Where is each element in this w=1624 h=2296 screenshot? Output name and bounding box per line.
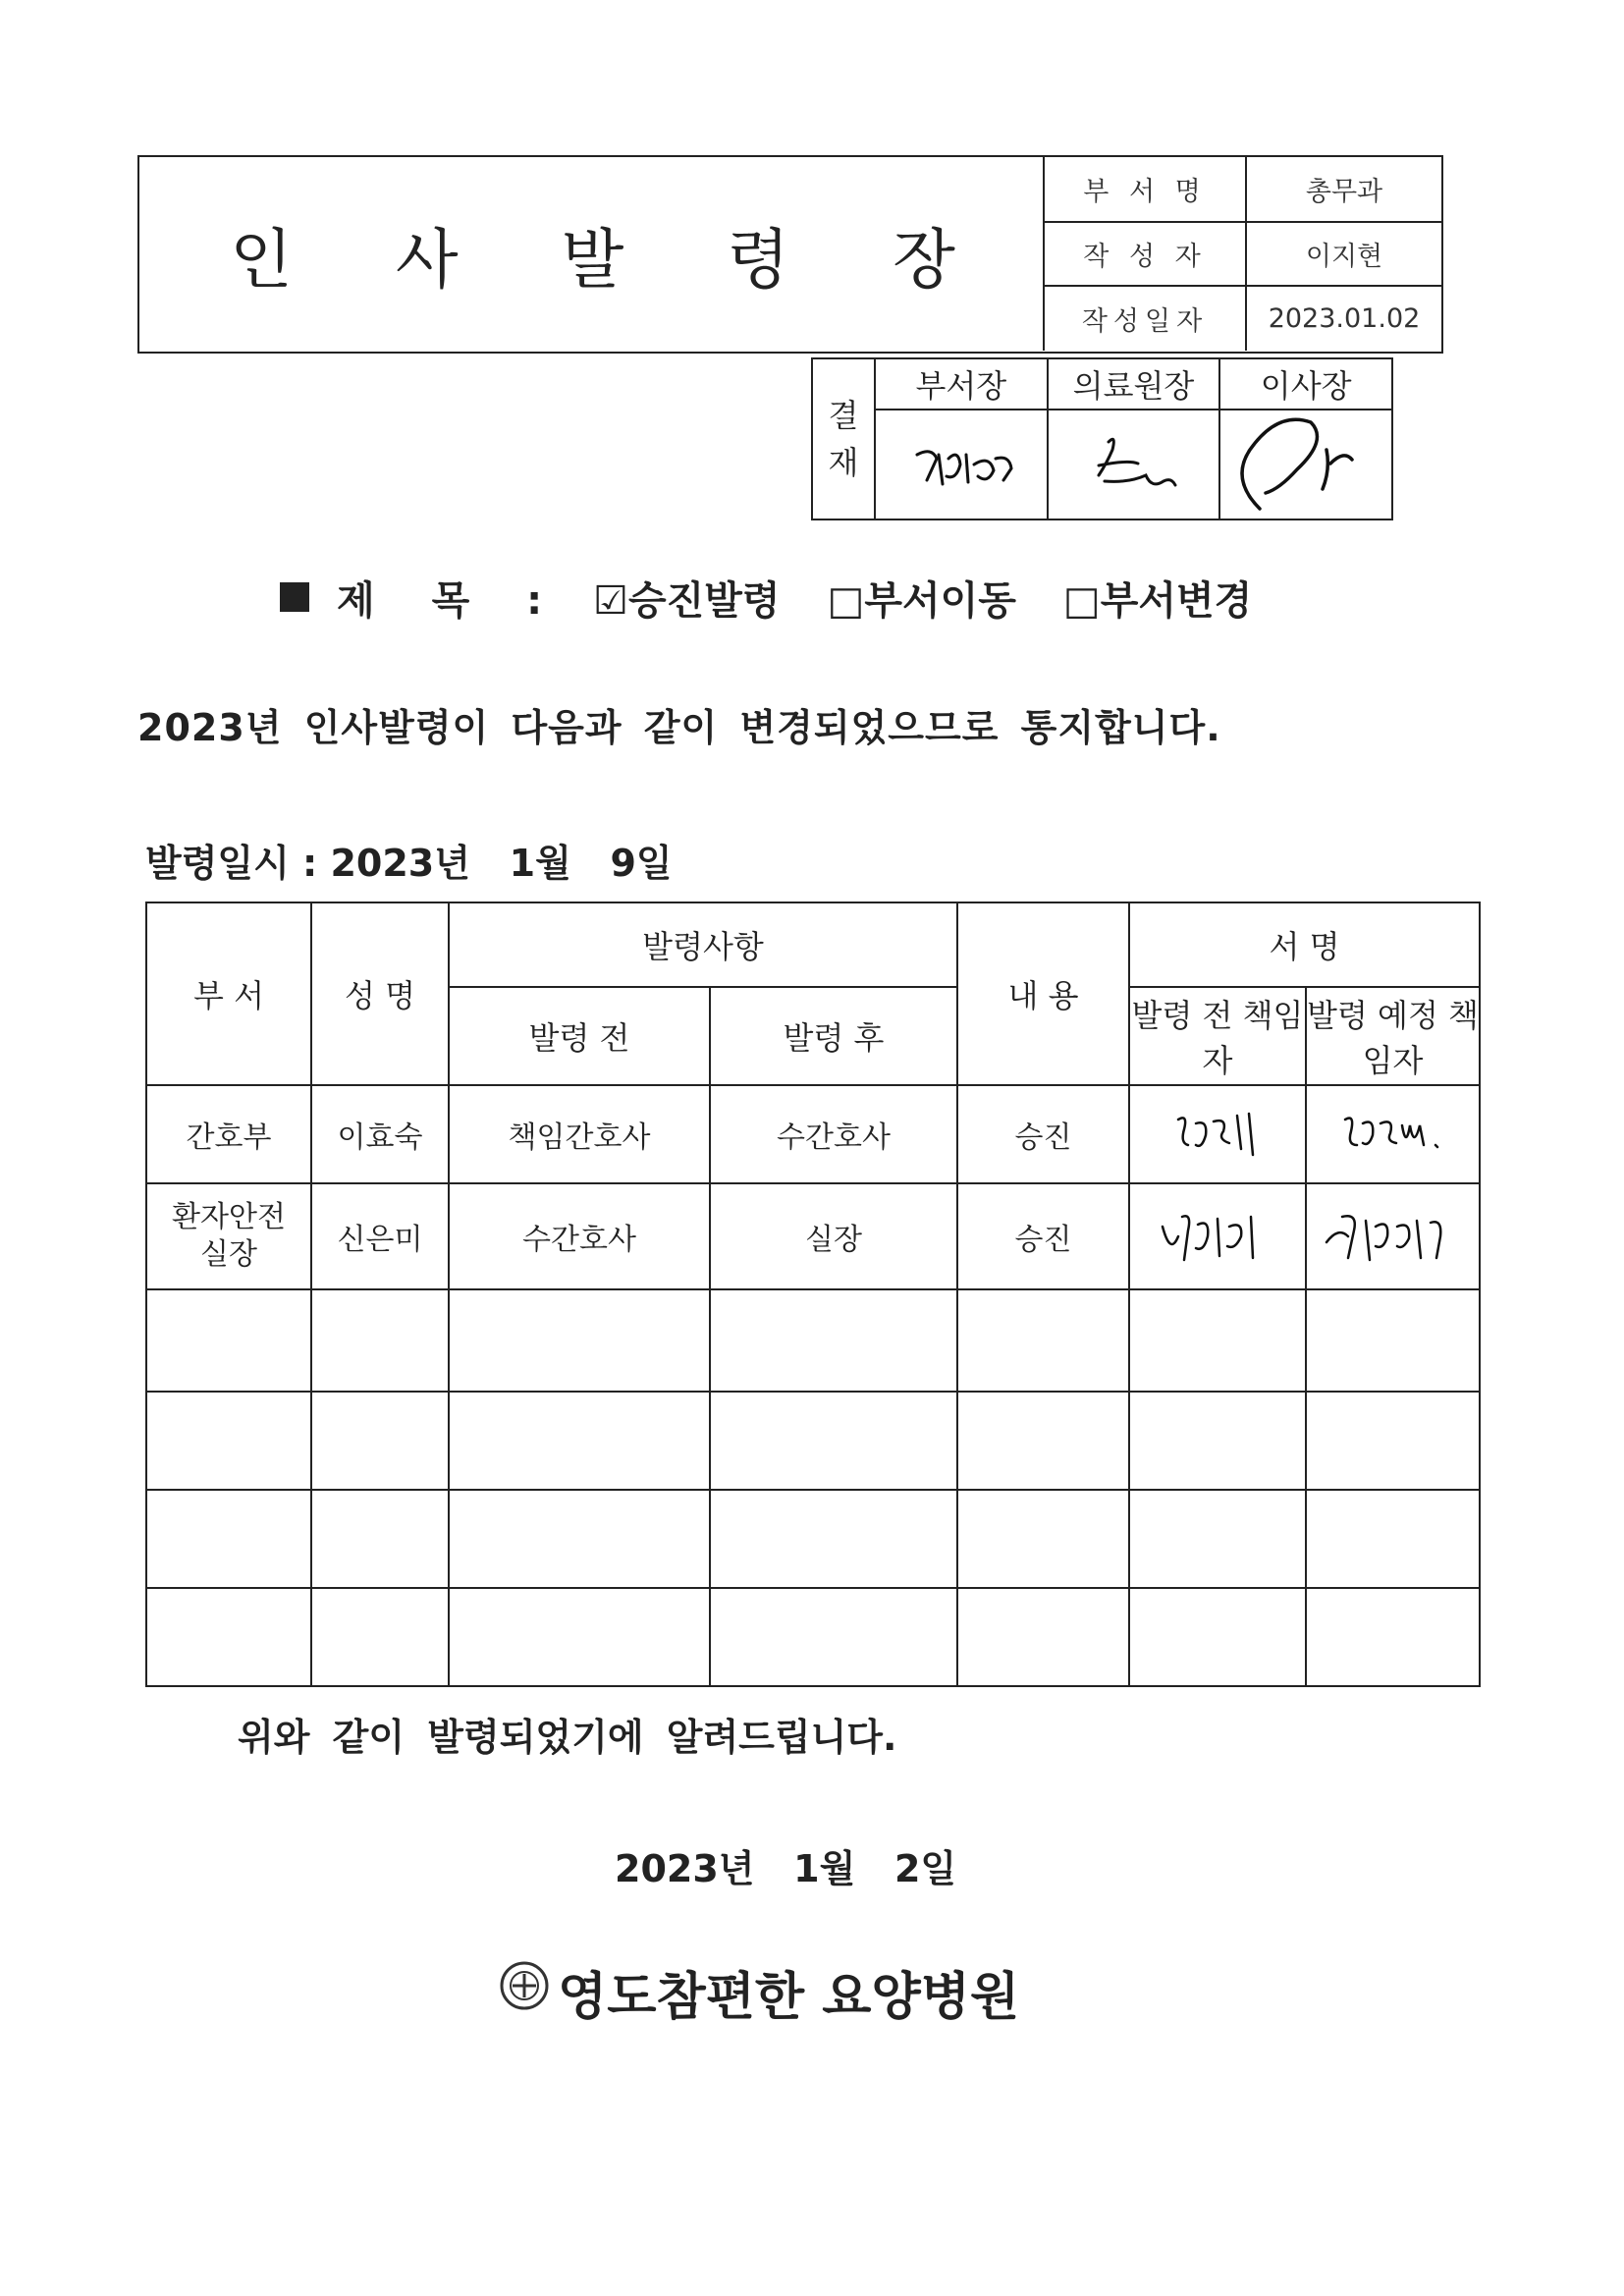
header-name: 성 명 [311,902,449,1085]
table-row [146,1085,1480,1183]
table-row-empty [146,1588,1480,1686]
meta-label-date: 작성일자 [1044,286,1246,351]
cell-sign-after [1306,1085,1480,1183]
notice-text: 2023년 인사발령이 다음과 같이 변경되었으므로 통지합니다. [137,706,1221,749]
approval-table [811,357,1393,520]
signature-image [1069,420,1197,509]
cell-sign-before [1129,1085,1306,1183]
subject-line [280,568,1299,627]
header-after: 발령 후 [710,987,957,1085]
cell-before: 수간호사 [449,1183,710,1289]
cell-after: 수간호사 [710,1085,957,1183]
header-sign-after: 발령 예정 책임자 [1306,987,1480,1085]
header-dept: 부 서 [146,902,311,1085]
signature-image [1159,1100,1276,1169]
signature-image [1329,1100,1457,1169]
signature-image [1315,1197,1472,1276]
document-title: 인 사 발 령 장 [230,222,997,298]
cell-content: 승진 [957,1085,1129,1183]
header-sign-before: 발령 전 책임자 [1129,987,1306,1085]
closing-text: 위와 같이 발령되었기에 알려드립니다. [238,1716,897,1759]
approval-side-label-2: 재 [828,444,859,481]
cell-sign-after [1306,1183,1480,1289]
header-group: 발령사항 [449,902,957,987]
table-row-empty [146,1289,1480,1392]
meta-label-author: 작 성 자 [1044,222,1246,287]
cell-name: 신은미 [311,1183,449,1289]
cell-dept: 환자안전 실장 [146,1183,311,1289]
approval-header-dept-head: 부서장 [875,358,1048,410]
approval-header-director: 의료원장 [1048,358,1220,410]
checkbox-dept-change[interactable]: □부서변경 [1062,577,1253,624]
approval-header-chairman: 이사장 [1219,358,1392,410]
signature-image [897,425,1025,504]
cell-name: 이효숙 [311,1085,449,1183]
checkbox-transfer[interactable]: □부서이동 [827,577,1016,624]
header-before: 발령 전 [449,987,710,1085]
approval-signature-dept-head [875,410,1048,519]
effective-date: 발령일시 : 2023년 1월 9일 [145,842,673,885]
table-row [146,1183,1480,1289]
cell-dept: 간호부 [146,1085,311,1183]
hospital-logo-icon [499,1960,550,2024]
cell-content: 승진 [957,1183,1129,1289]
organization-signature [499,1952,1019,2031]
approval-signature-director [1048,410,1220,519]
cell-after: 실장 [710,1183,957,1289]
issue-date: 2023년 1월 2일 [615,1847,957,1890]
cell-sign-before [1129,1183,1306,1289]
approval-side-label-1: 결 [828,397,859,434]
header-sign: 서 명 [1129,902,1480,987]
organization-name: 영도참편한 요양병원 [558,1967,1020,2027]
meta-value-author: 이지현 [1246,222,1441,287]
square-bullet-icon [280,582,309,612]
subject-label: 제 목 : [337,577,565,624]
table-row-empty [146,1392,1480,1490]
document-meta-table [1043,157,1441,351]
signature-image [1220,410,1397,519]
header-content: 내 용 [957,902,1129,1085]
cell-before: 책임간호사 [449,1085,710,1183]
meta-label-department: 부 서 명 [1044,157,1246,222]
personnel-table [145,902,1481,1687]
meta-value-date: 2023.01.02 [1246,286,1441,351]
approval-side-label [812,358,875,519]
checkbox-promotion[interactable]: ☑승진발령 [593,577,781,624]
meta-value-department: 총무과 [1246,157,1441,222]
document-header [137,155,1443,354]
table-row-empty [146,1490,1480,1588]
signature-image [1149,1197,1286,1276]
approval-signature-chairman [1219,410,1392,519]
